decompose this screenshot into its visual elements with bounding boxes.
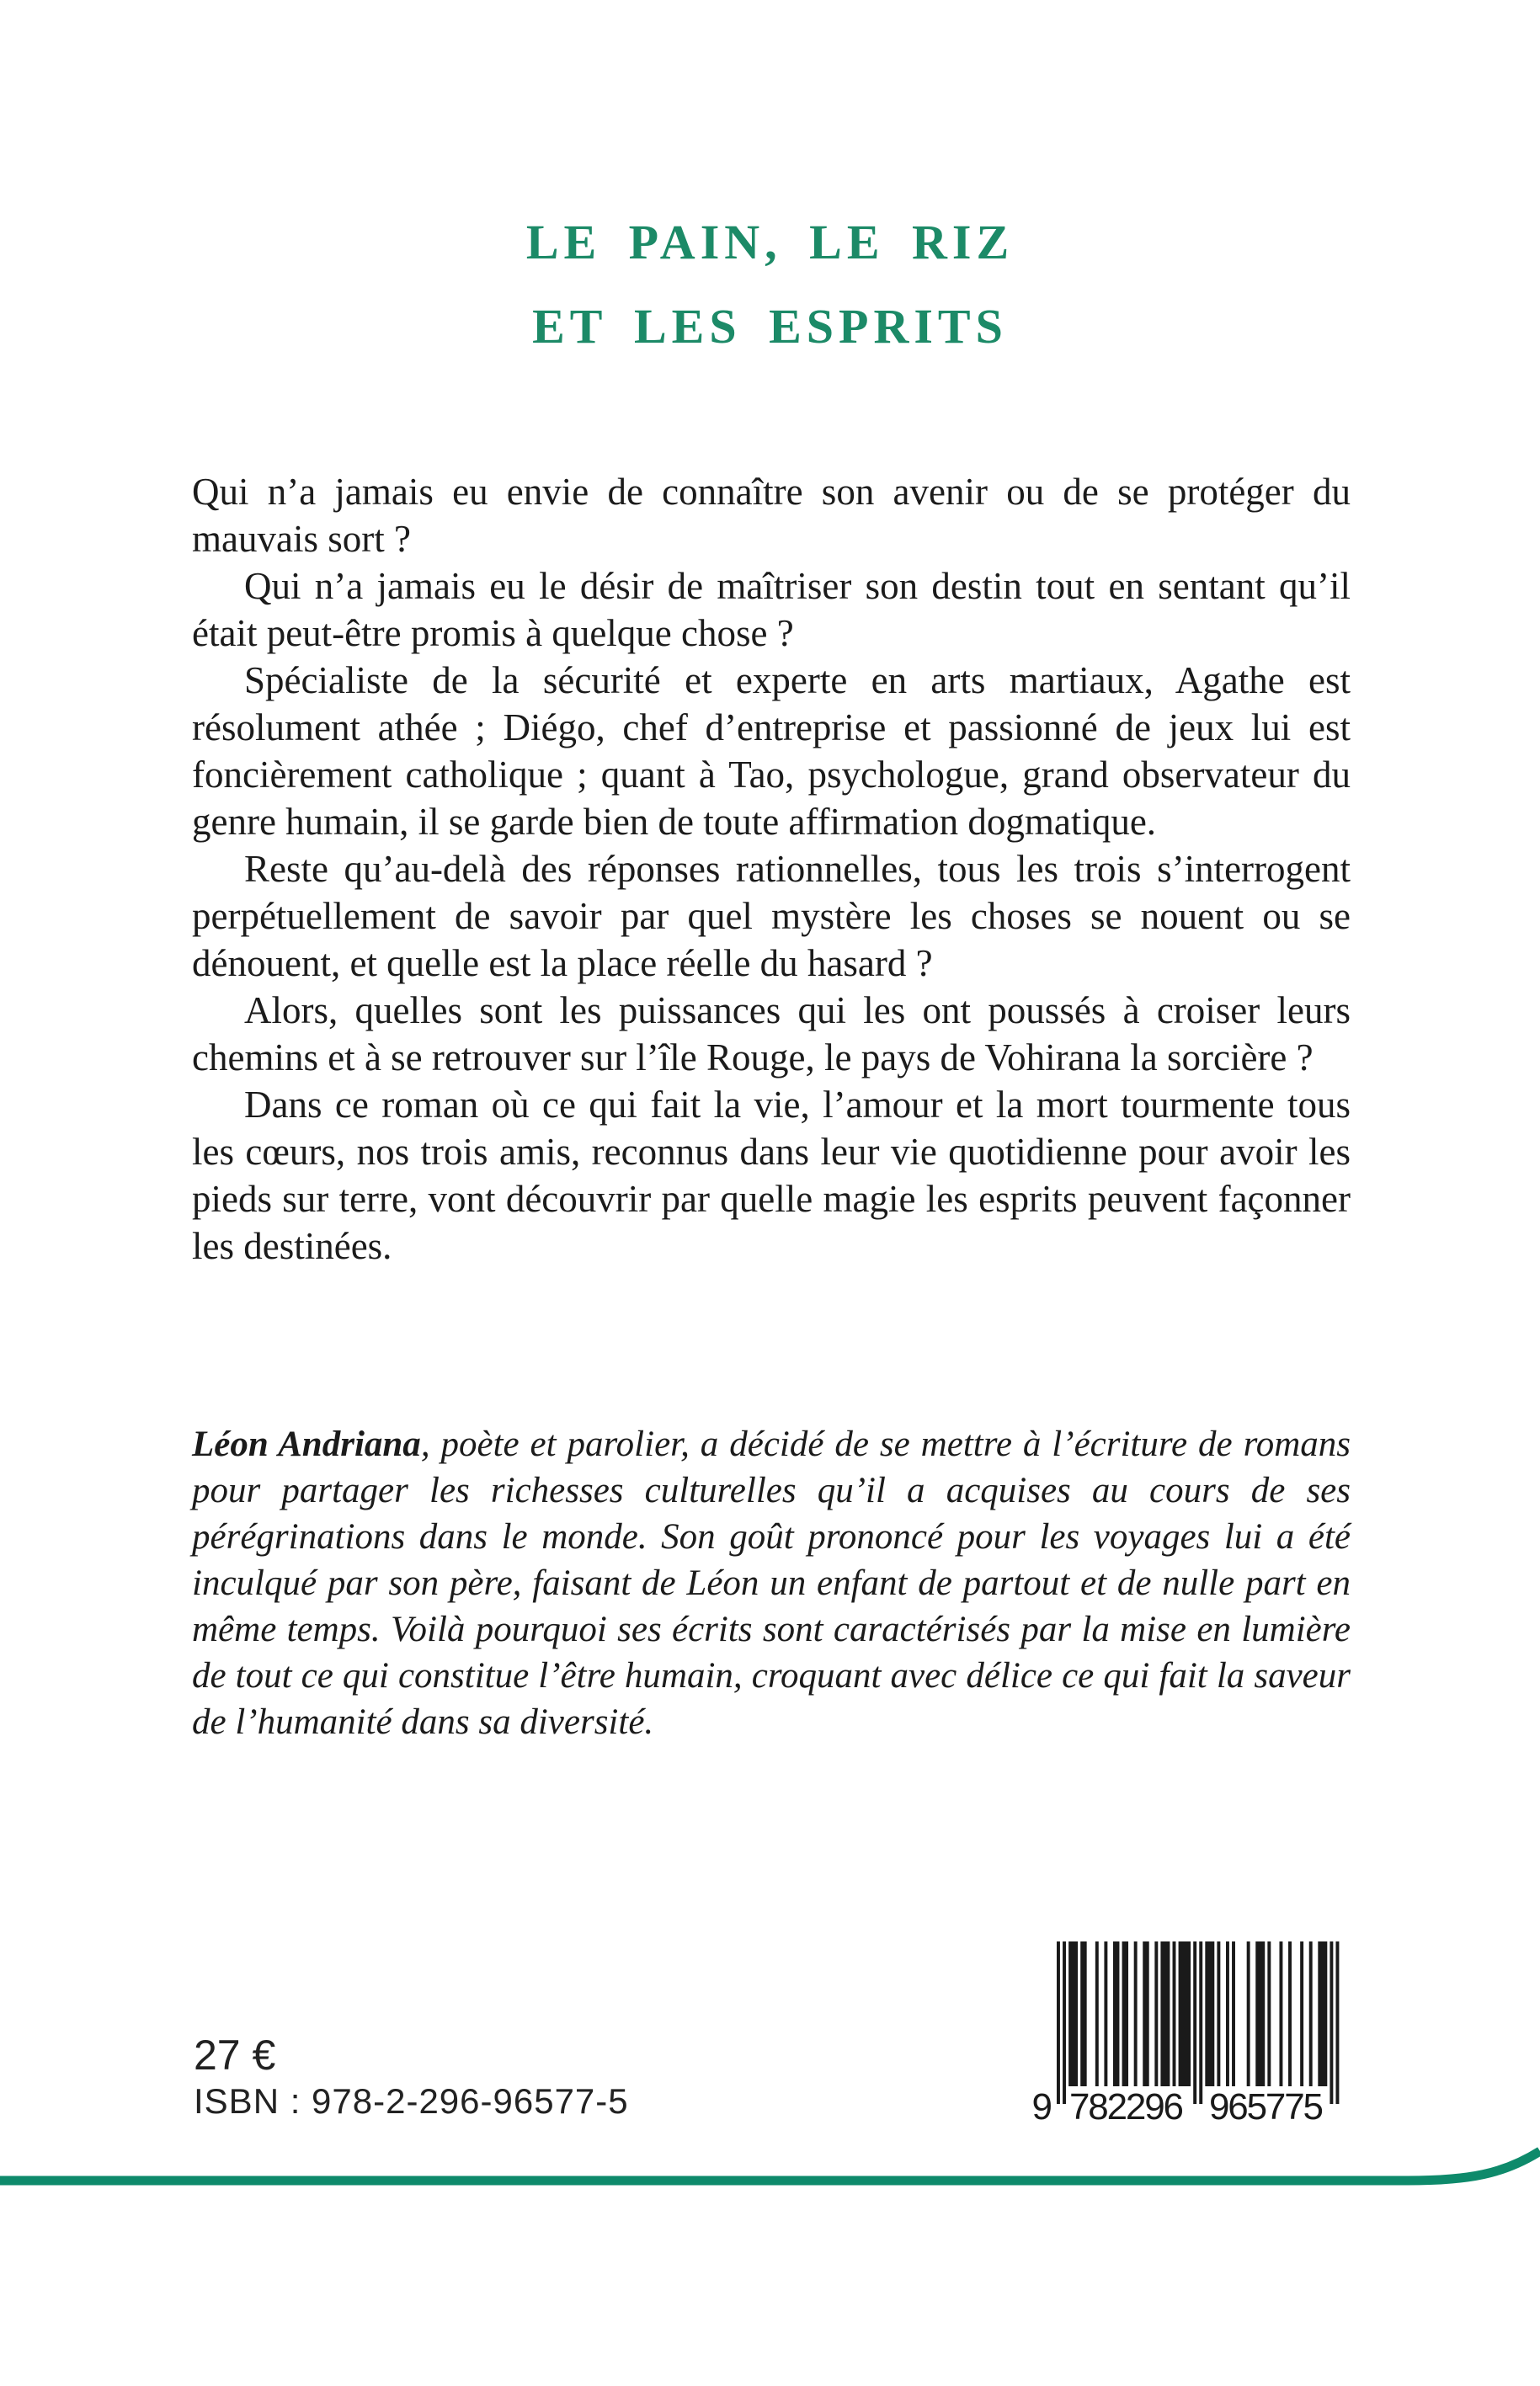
barcode-bar: [1057, 1941, 1060, 2104]
author-bio-text: , poète et parolier, a décidé de se mettre à l’écriture de romans pour partager les richesses culturelles qu’il a acquises au cours de ses pérégrinations dans le monde. Son goût prononcé pour les voyages lui a été inculqué par son père, faisant de Léon un enfant de partout et de nulle part en même temps. Voilà pourquoi ses écrits sont caractérisés par la mise en lumière de tout ce qui constitue l’être humain, croquant avec délice ce qui fait la saveur de l’humanité dans sa diversité.: [192, 1425, 1351, 1742]
barcode-bar: [1247, 1941, 1250, 2086]
book-title-line1: LE PAIN, LE RIZ: [525, 215, 1015, 269]
barcode-digits: 782296: [1069, 2086, 1184, 2122]
barcode-bar: [1226, 1941, 1229, 2086]
barcode-bar: [1080, 1941, 1086, 2086]
footer-swoosh-line: [0, 2151, 1540, 2181]
barcode-bar: [1134, 1941, 1138, 2086]
barcode-bar: [1068, 1941, 1078, 2086]
barcode-bar: [1160, 1941, 1170, 2086]
barcode-digits: 965775: [1209, 2086, 1324, 2122]
barcode-bar: [1122, 1941, 1128, 2086]
barcode-bar: [1095, 1941, 1099, 2086]
footer-swoosh: [0, 2125, 1540, 2201]
barcode-bar: [1143, 1941, 1148, 2086]
synopsis-paragraph: Qui n’a jamais eu envie de connaître son avenir ou de se protéger du mauvais sort ?: [192, 471, 1351, 560]
barcode-bar: [1217, 1941, 1220, 2086]
barcode-bar: [1193, 1941, 1196, 2104]
synopsis-paragraph: Reste qu’au-delà des réponses rationnelles, tous les trois s’interrogent perpétuellement de savoir par quel mystère les choses se nouent ou se dénouent, et quelle est la place réelle du hasard ?: [192, 848, 1351, 984]
synopsis-paragraph: Dans ce roman où ce qui fait la vie, l’amour et la mort tourmente tous les cœurs, nos trois amis, reconnus dans leur vie quotidienne pour avoir les pieds sur terre, vont découvrir par quelle magie les esprits peuvent façonner les destinées.: [192, 1084, 1351, 1267]
barcode-bar: [1232, 1941, 1235, 2086]
barcode-bar: [1104, 1941, 1107, 2086]
author-bio-paragraph: [192, 1421, 1351, 1745]
synopsis: [192, 468, 1351, 1270]
barcode-bar: [1309, 1941, 1313, 2086]
barcode-bar: [1330, 1941, 1333, 2104]
barcode-bar: [1063, 1941, 1066, 2104]
barcode-bar: [1279, 1941, 1282, 2086]
barcode-bar: [1255, 1941, 1265, 2086]
barcode-bar: [1267, 1941, 1271, 2086]
barcode-bar: [1179, 1941, 1191, 2086]
book-title: [0, 200, 1540, 369]
author-name: Léon Andriana: [192, 1425, 421, 1464]
barcode-bar: [1199, 1941, 1202, 2104]
barcode-bar: [1173, 1941, 1176, 2086]
barcode-bar: [1318, 1941, 1327, 2086]
barcode-bar: [1113, 1941, 1119, 2086]
synopsis-paragraph: Alors, quelles sont les puissances qui les ont poussés à croiser leurs chemins et à se retrouver sur l’île Rouge, le pays de Vohirana la sorcière ?: [192, 989, 1351, 1078]
synopsis-paragraph: Spécialiste de la sécurité et experte en arts martiaux, Agathe est résolument athée ; Diégo, chef d’entreprise et passionné de jeux lui est foncièrement catholique ; quant à Tao, psychologue, grand observateur du genre humain, il se garde bien de toute affirmation dogmatique.: [192, 659, 1351, 843]
synopsis-paragraph: Qui n’a jamais eu le désir de maîtriser son destin tout en sentant qu’il était peut-être promis à quelque chose ?: [192, 565, 1351, 654]
price-label: 27 €: [194, 2032, 276, 2079]
isbn-label: ISBN : 978-2-296-96577-5: [194, 2081, 629, 2121]
book-title-line2: ET LES ESPRITS: [532, 299, 1008, 354]
barcode-bar: [1205, 1941, 1214, 2086]
author-bio: [192, 1421, 1351, 1745]
barcode-bar: [1154, 1941, 1158, 2086]
barcode-bar: [1288, 1941, 1292, 2086]
barcode-digits: 9: [1031, 2086, 1052, 2122]
barcode-bar: [1300, 1941, 1303, 2086]
barcode-bar: [1335, 1941, 1339, 2104]
ean13-barcode: [1020, 1941, 1357, 2122]
